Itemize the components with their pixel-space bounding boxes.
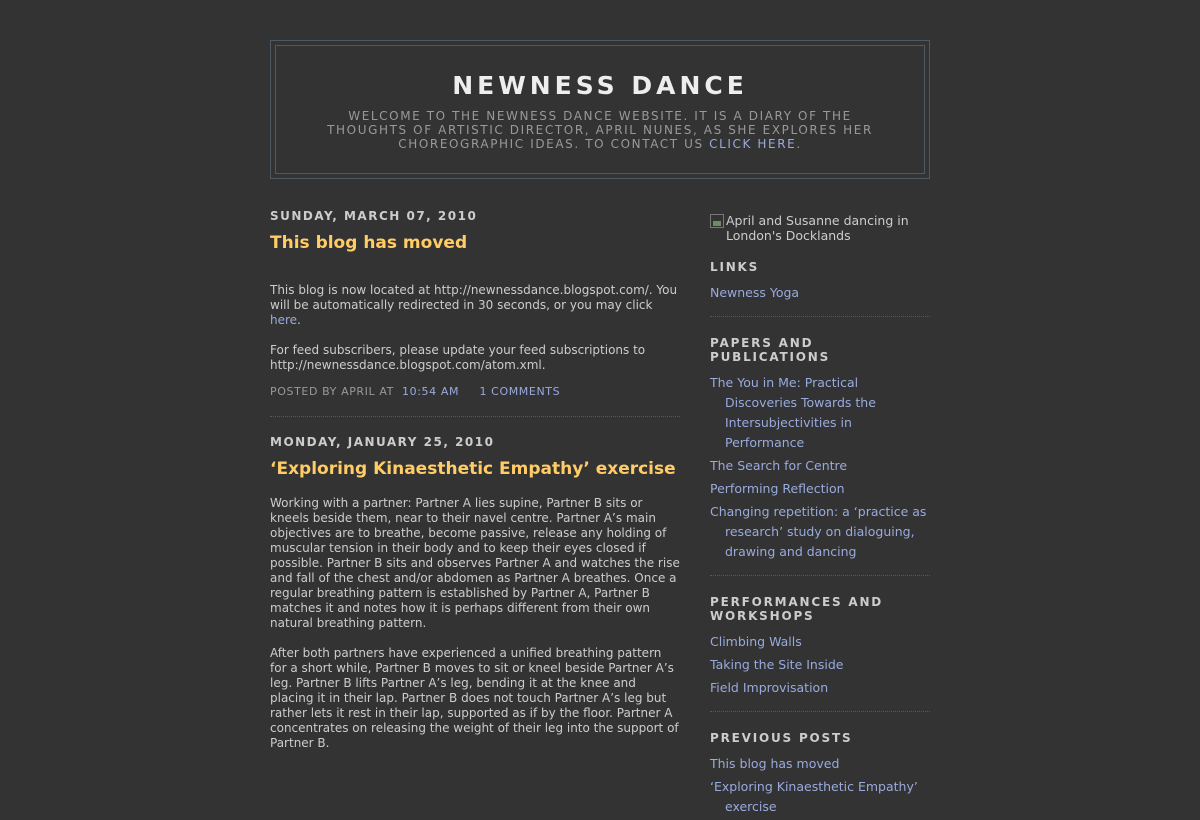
- post-paragraph: [270, 283, 680, 328]
- post-footer: [270, 385, 680, 399]
- post-paragraph: For feed subscribers, please update your feed subscriptions to http://newnessdance.blogspot.com/atom.xml.: [270, 343, 646, 372]
- widget-divider: [710, 575, 930, 576]
- description-end: .: [796, 137, 802, 151]
- broken-image-icon: [710, 214, 724, 228]
- sidebar-link[interactable]: Field Improvisation: [710, 680, 829, 695]
- papers-list: [710, 373, 930, 562]
- list-item: [710, 479, 930, 499]
- sidebar-link[interactable]: ‘Exploring Kinaesthetic Empathy’ exercise: [710, 779, 918, 814]
- widget-divider: [710, 316, 930, 317]
- sidebar-link[interactable]: Performing Reflection: [710, 481, 845, 496]
- widget-divider: [710, 711, 930, 712]
- page-wrapper: [270, 0, 930, 814]
- blog-description: [311, 109, 889, 151]
- post-title[interactable]: ‘Exploring Kinaesthetic Empathy’ exercise: [270, 459, 676, 479]
- comments-link[interactable]: 1 COMMENTS: [479, 385, 561, 398]
- sidebar-photo: [710, 213, 930, 243]
- post: [270, 435, 680, 751]
- widget-heading: PAPERS AND PUBLICATIONS: [710, 336, 831, 364]
- performances-widget: [710, 595, 930, 698]
- sidebar: [710, 209, 930, 820]
- header-frame: [270, 40, 930, 179]
- blog-title: NEWNESS DANCE: [452, 71, 748, 100]
- previous-posts-widget: [710, 731, 930, 817]
- contact-link[interactable]: CLICK HERE: [709, 137, 797, 151]
- paragraph-end: .: [297, 313, 301, 327]
- post-paragraph: After both partners have experienced a unified breathing pattern for a short while, Partner B moves to sit or kneel beside Partner A’s leg. Partner B lifts Partner A’s leg, bending it at the knee and placing it in their lap. Partner B does not touch Partner A’s leg but rather lets it rest in their lap, supported as if by the floor. Partner A concentrates on releasing the weight of their leg into the support of Partner B.: [270, 646, 679, 750]
- papers-widget: [710, 336, 930, 562]
- list-item: [710, 502, 930, 562]
- post-paragraph: Working with a partner: Partner A lies supine, Partner B sits or kneels beside them, near to their navel centre. Partner A’s main objectives are to breathe, become passive, release any holding of muscular tension in their body and to keep their eyes closed if possible. Partner B sits and observes Partner A and watches the rise and fall of the chest and/or abdomen as Partner A breathes. Once a regular breathing pattern is established by Partner A, Partner B matches it and notes how it is perhaps different from their own natural breathing pattern.: [270, 496, 680, 630]
- sidebar-link[interactable]: The You in Me: Practical Discoveries Towards the Intersubjectivities in Performance: [710, 375, 876, 450]
- post-title[interactable]: This blog has moved: [270, 233, 468, 253]
- list-item: [710, 754, 930, 774]
- post-date: SUNDAY, MARCH 07, 2010: [270, 209, 478, 223]
- previous-posts-list: [710, 754, 930, 817]
- post-date: MONDAY, JANUARY 25, 2010: [270, 435, 495, 449]
- list-item: [710, 777, 930, 817]
- post: [270, 209, 680, 399]
- list-item: [710, 678, 930, 698]
- post-body: [270, 496, 680, 751]
- list-item: [710, 456, 930, 476]
- links-list: [710, 283, 930, 303]
- photo-alt-text: April and Susanne dancing in London's Docklands: [726, 213, 909, 243]
- sidebar-link[interactable]: Changing repetition: a ‘practice as research’ study on dialoguing, drawing and dancing: [710, 504, 927, 559]
- post-divider: [270, 416, 680, 417]
- redirect-link[interactable]: here: [270, 313, 298, 327]
- performances-list: [710, 632, 930, 698]
- links-widget: [710, 260, 930, 303]
- widget-heading: PERFORMANCES AND WORKSHOPS: [710, 595, 884, 623]
- description-text: WELCOME TO THE NEWNESS DANCE WEBSITE. IT IS A DIARY OF THE THOUGHTS OF ARTISTIC DIRECTOR, APRIL NUNES, AS SHE EXPLORES HER CHOREOGRAPHIC IDEAS. TO CONTACT US: [327, 109, 873, 151]
- list-item: [710, 632, 930, 652]
- sidebar-link[interactable]: The Search for Centre: [710, 458, 848, 473]
- list-item: [710, 655, 930, 675]
- posted-by: POSTED BY APRIL AT: [270, 385, 394, 398]
- main-column: [270, 209, 680, 766]
- header: [275, 45, 925, 174]
- sidebar-link[interactable]: Climbing Walls: [710, 634, 802, 649]
- sidebar-link[interactable]: Taking the Site Inside: [710, 657, 844, 672]
- list-item: [710, 373, 930, 453]
- post-body: [270, 283, 680, 373]
- list-item: [710, 283, 930, 303]
- widget-heading: PREVIOUS POSTS: [710, 731, 853, 745]
- post-time-link[interactable]: 10:54 AM: [402, 385, 460, 398]
- paragraph-text: This blog is now located at http://newnessdance.blogspot.com/. You will be automatically redirected in 30 seconds, or you may click: [270, 283, 678, 312]
- sidebar-link[interactable]: This blog has moved: [710, 756, 840, 771]
- widget-heading: LINKS: [710, 260, 760, 274]
- sidebar-link[interactable]: Newness Yoga: [710, 285, 800, 300]
